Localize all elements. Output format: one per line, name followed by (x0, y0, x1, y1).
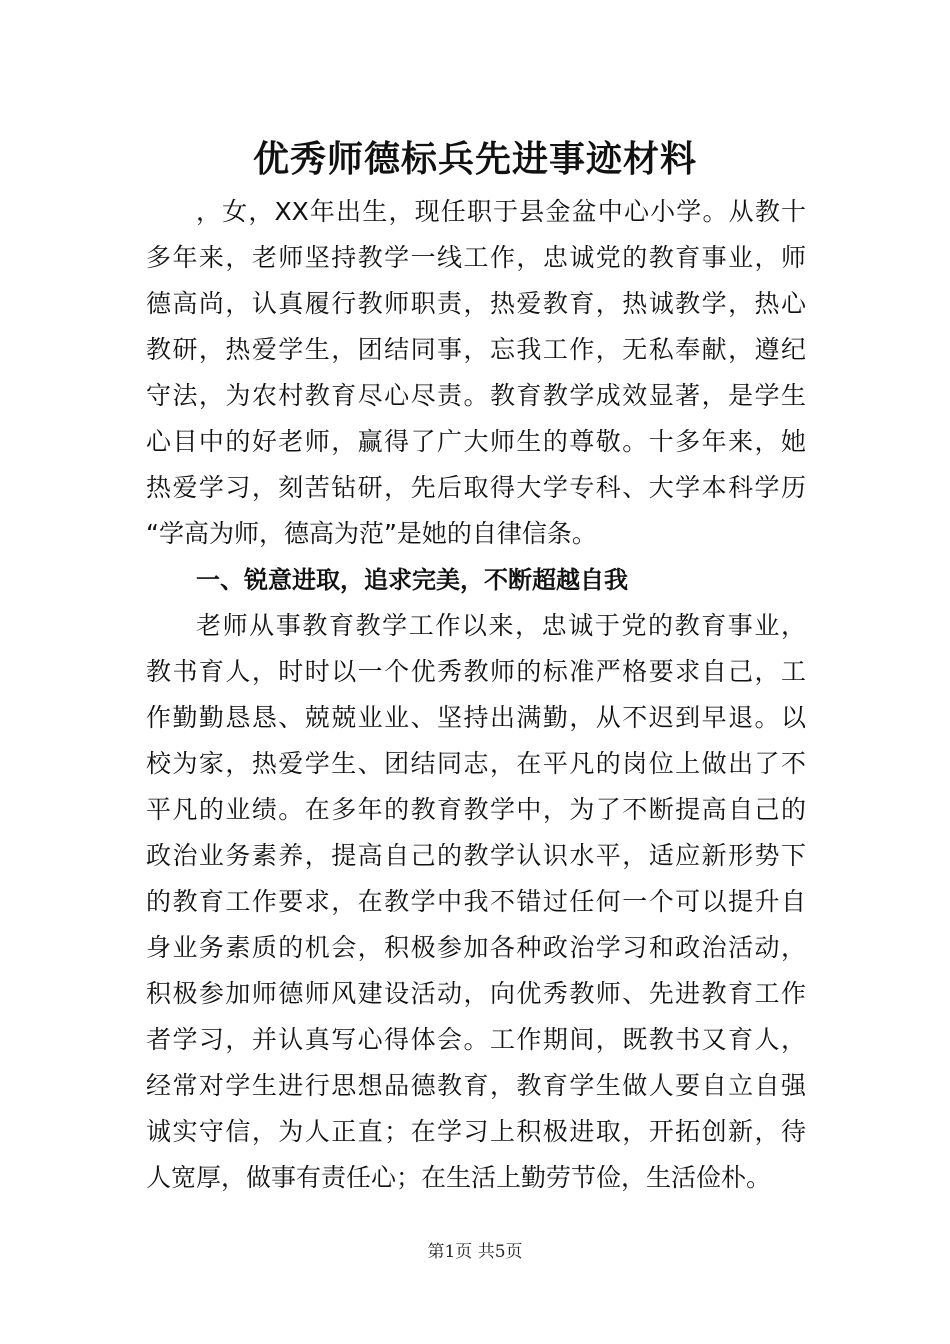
intro-line: 教研，热爱学生，团结同事，忘我工作，无私奉献，遵纪 (146, 335, 806, 364)
section-line: 平凡的业绩。在多年的教育教学中，为了不断提高自己的 (146, 795, 806, 824)
intro-line: 多年来，老师坚持教学一线工作，忠诚党的教育事业，师 (146, 243, 806, 272)
intro-line: 热爱学习，刻苦钻研，先后取得大学专科、大学本科学历 (146, 473, 806, 502)
section-line: 教书育人，时时以一个优秀教师的标准严格要求自己，工 (146, 657, 806, 686)
section-line: 校为家，热爱学生、团结同志，在平凡的岗位上做出了不 (146, 749, 806, 778)
section-line: 人宽厚，做事有责任心；在生活上勤劳节俭，生活俭朴。 (146, 1163, 772, 1192)
section-line: 政治业务素养，提高自己的教学认识水平，适应新形势下 (146, 841, 806, 870)
intro-line: 心目中的好老师，赢得了广大师生的尊敬。十多年来，她 (146, 427, 806, 456)
section-line: 积极参加师德师风建设活动，向优秀教师、先进教育工作 (146, 979, 806, 1008)
section-line: 作勤勤恳恳、兢兢业业、坚持出满勤，从不迟到早退。以 (146, 703, 806, 732)
section-line: 老师从事教育教学工作以来，忠诚于党的教育事业， (196, 611, 806, 640)
intro-line: ，女，XX年出生，现任职于县金盆中心小学。从教十 (196, 197, 806, 226)
intro-line: 守法，为农村教育尽心尽责。教育教学成效显著，是学生 (146, 381, 806, 410)
document-title: 优秀师德标兵先进事迹材料 (252, 138, 697, 180)
section-line: 诚实守信，为人正直；在学习上积极进取，开拓创新，待 (146, 1117, 806, 1146)
section-line: 身业务素质的机会，积极参加各种政治学习和政治活动， (146, 933, 806, 962)
intro-line: “学高为师，德高为范”是她的自律信条。 (146, 519, 597, 548)
section-line: 者学习，并认真写心得体会。工作期间，既教书又育人， (146, 1025, 806, 1054)
intro-line: 德高尚，认真履行教师职责，热爱教育，热诚教学，热心 (146, 289, 806, 318)
section-line: 经常对学生进行思想品德教育，教育学生做人要自立自强 (146, 1071, 806, 1100)
section-line: 的教育工作要求，在教学中我不错过任何一个可以提升自 (146, 887, 806, 916)
page-footer: 第1页 共5页 (427, 1242, 523, 1262)
section-heading: 一、锐意进取，追求完美，不断超越自我 (196, 566, 628, 594)
